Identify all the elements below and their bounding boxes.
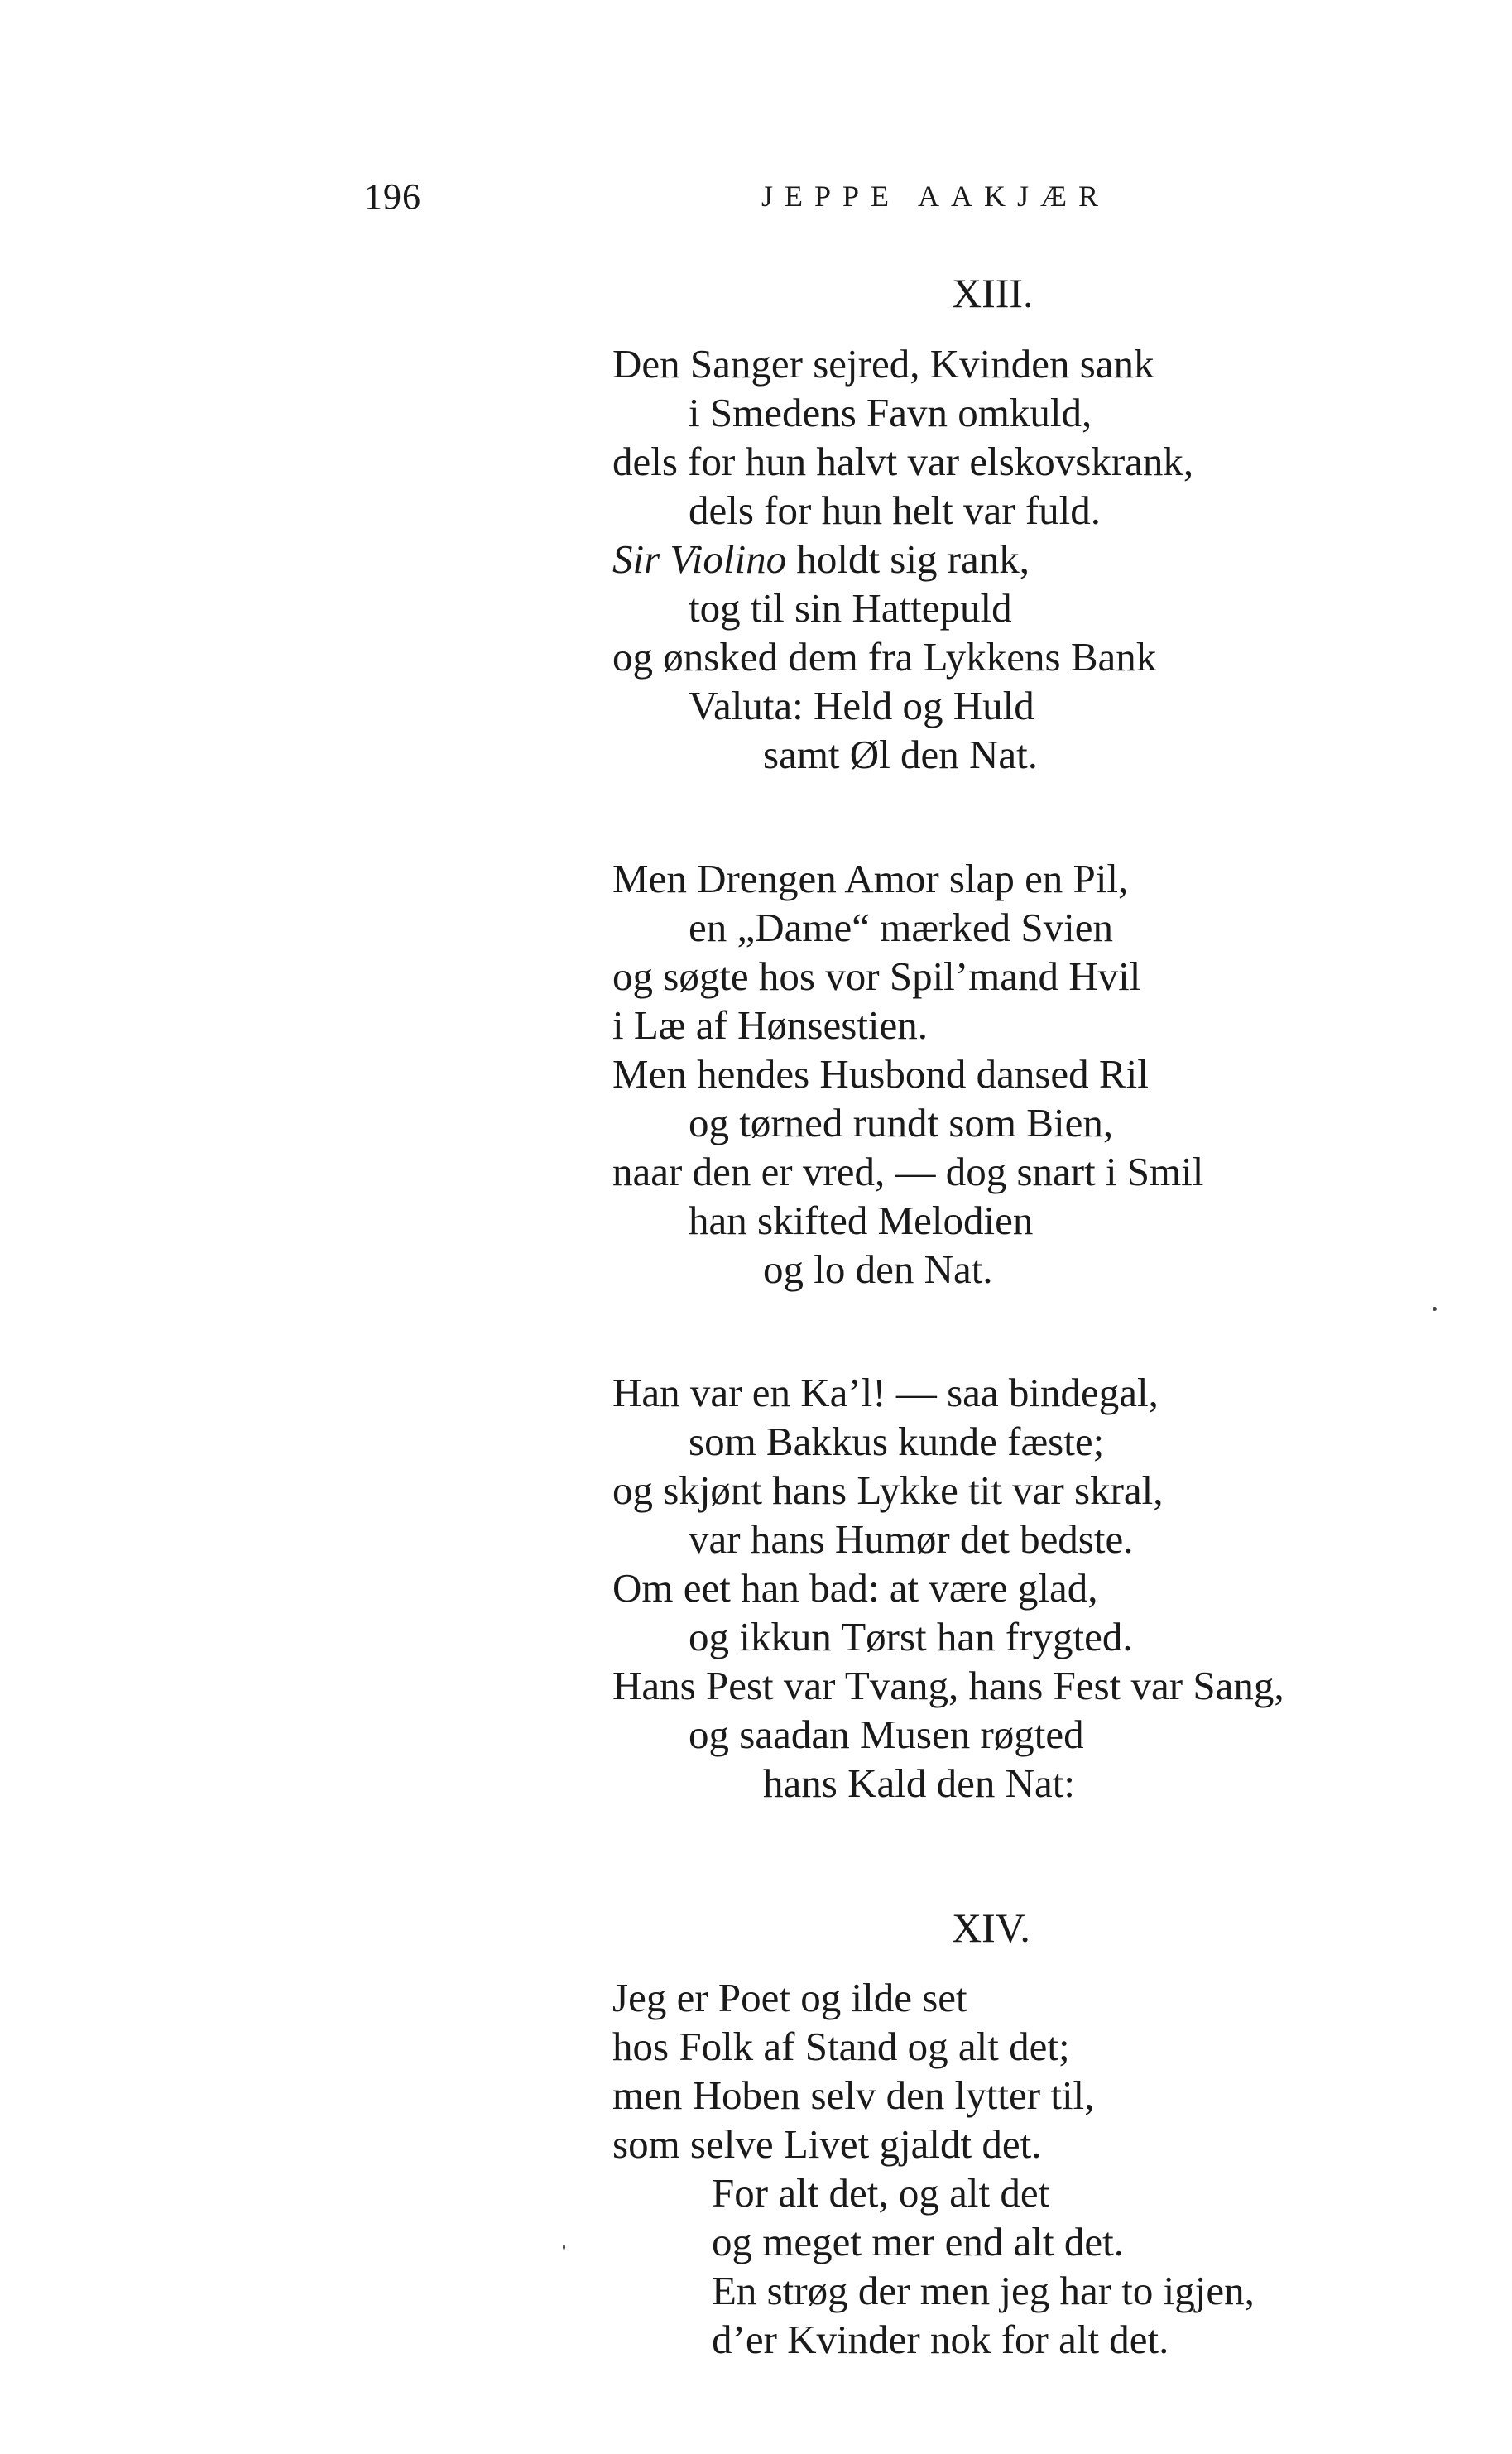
verse-line: og meget mer end alt det. <box>712 2219 1124 2264</box>
paper-speck <box>563 2245 565 2250</box>
stanza-2 <box>612 854 1203 1294</box>
verse-line: og saadan Musen røgted <box>689 1712 1084 1757</box>
verse-line: dels for hun halvt var elskovskrank, <box>612 439 1194 484</box>
verse-line: En strøg der men jeg har to igjen, <box>712 2268 1255 2313</box>
verse-line: var hans Humør det bedste. <box>689 1516 1134 1562</box>
verse-line: samt Øl den Nat. <box>763 732 1039 777</box>
verse-line: naar den er vred, — dog snart i Smil <box>612 1149 1204 1194</box>
verse-line-rest: holdt sig rank, <box>786 536 1030 582</box>
verse-line: Hans Pest var Tvang, hans Fest var Sang, <box>612 1663 1284 1708</box>
verse-line: For alt det, og alt det <box>712 2170 1050 2216</box>
paper-speck <box>1433 1307 1437 1311</box>
verse-line: hans Kald den Nat: <box>763 1760 1075 1806</box>
verse-line: Jeg er Poet og ilde set <box>612 1975 967 2020</box>
verse-line: Han var en Ka’l! — saa bindegal, <box>612 1370 1159 1415</box>
verse-line: Om eet han bad: at være glad, <box>612 1565 1098 1611</box>
verse-line: dels for hun helt var fuld. <box>689 487 1102 533</box>
verse-line: i Læ af Hønsestien. <box>612 1002 929 1048</box>
verse-line: Men hendes Husbond dansed Ril <box>612 1051 1149 1097</box>
stanza-1 <box>612 339 1193 779</box>
italic-name: Sir Violino <box>612 536 787 582</box>
verse-line: hos Folk af Stand og alt det; <box>612 2024 1070 2069</box>
verse-line: Men Drengen Amor slap en Pil, <box>612 856 1129 901</box>
verse-line: Valuta: Held og Huld <box>689 683 1034 728</box>
section-title-xiii: XIII. <box>952 270 1034 316</box>
verse-line: som selve Livet gjaldt det. <box>612 2121 1042 2167</box>
verse-line: og søgte hos vor Spil’mand Hvil <box>612 953 1141 999</box>
verse-line: som Bakkus kunde fæste; <box>689 1419 1105 1464</box>
verse-line: og ønsked dem fra Lykkens Bank <box>612 634 1157 680</box>
verse-line: og tørned rundt som Bien, <box>689 1100 1114 1145</box>
verse-line: tog til sin Hattepuld <box>689 585 1012 631</box>
page-number: 196 <box>364 176 421 217</box>
verse-line <box>612 535 1193 583</box>
stanza-4 <box>612 1973 1255 2364</box>
verse-line: d’er Kvinder nok for alt det. <box>712 2317 1169 2362</box>
section-title-xiv: XIV. <box>952 1904 1030 1951</box>
verse-line: i Smedens Favn omkuld, <box>689 390 1092 435</box>
verse-line: og skjønt hans Lykke tit var skral, <box>612 1467 1164 1513</box>
stanza-3 <box>612 1368 1284 1808</box>
verse-line: han skifted Melodien <box>689 1198 1034 1243</box>
verse-line: og lo den Nat. <box>763 1246 993 1292</box>
verse-line: en „Dame“ mærked Svien <box>689 905 1113 950</box>
running-head: JEPPE AAKJÆR <box>761 180 1111 213</box>
verse-line: og ikkun Tørst han frygted. <box>689 1614 1133 1659</box>
verse-line: Den Sanger sejred, Kvinden sank <box>612 341 1154 387</box>
verse-line: men Hoben selv den lytter til, <box>612 2072 1095 2118</box>
